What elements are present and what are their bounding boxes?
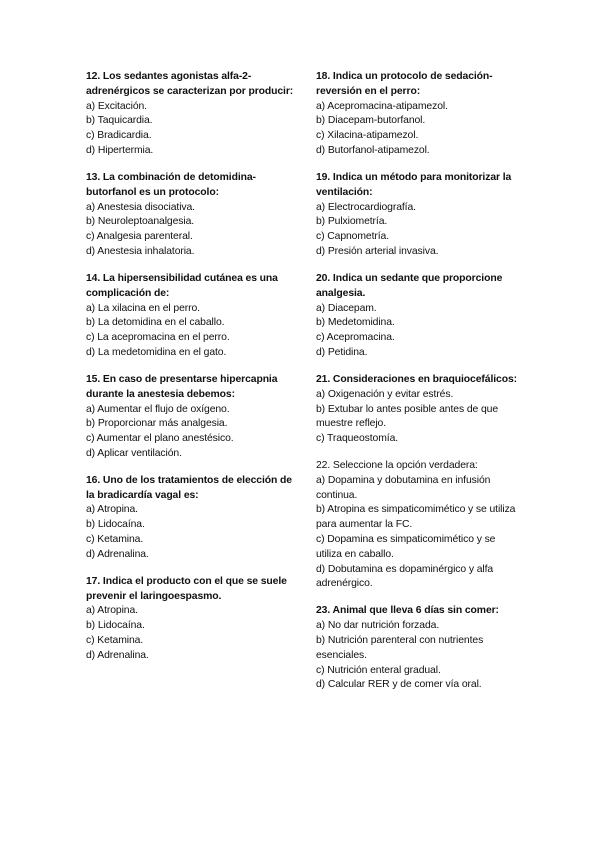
question-block: [86, 171, 294, 260]
answer-option: b) La detomidina en el caballo.: [86, 317, 225, 329]
answer-option: d) La medetomidina en el gato.: [86, 346, 227, 358]
answer-option: d) Adrenalina.: [86, 649, 149, 661]
question-block: [86, 575, 294, 664]
question-title: 18. Indica un protocolo de sedación-reversión en el perro:: [316, 71, 493, 97]
answer-option: c) Traqueostomía.: [316, 433, 399, 445]
answer-option: d) Calcular RER y de comer vía oral.: [316, 679, 482, 691]
answer-option: d) Hipertermia.: [86, 144, 154, 156]
answer-option: b) Diacepam-butorfanol.: [316, 115, 426, 127]
answer-option: a) Electrocardiografía.: [316, 201, 416, 213]
answer-option: c) Dopamina es simpaticomimético y se utiliza en caballo.: [316, 534, 496, 560]
answer-option: b) Lidocaína.: [86, 519, 145, 531]
answer-option: c) Capnometría.: [316, 231, 389, 243]
answer-option: a) Aumentar el flujo de oxígeno.: [86, 403, 230, 415]
answer-option: c) Xilacina-atipamezol.: [316, 130, 419, 142]
answer-option: b) Nutrición parenteral con nutrientes esenciales.: [316, 635, 484, 661]
answer-option: c) Bradicardia.: [86, 130, 152, 142]
question-title: 23. Animal que lleva 6 días sin comer:: [316, 605, 499, 617]
answer-option: d) Dobutamina es dopaminérgico y alfa adrenérgico.: [316, 563, 494, 590]
answer-option: d) Adrenalina.: [86, 548, 149, 560]
answer-option: d) Anestesia inhalatoria.: [86, 245, 195, 257]
answer-option: b) Lidocaína.: [86, 620, 145, 632]
answer-option: b) Neuroleptoanalgesia.: [86, 216, 195, 228]
answer-option: b) Pulxiometría.: [316, 216, 388, 228]
answer-option: c) Ketamina.: [86, 534, 144, 546]
answer-option: c) Nutrición enteral gradual.: [316, 664, 441, 676]
answer-option: a) Atropina.: [86, 605, 138, 617]
question-title: 14. La hipersensibilidad cutánea es una complicación de:: [86, 272, 278, 299]
answer-option: a) Dopamina y dobutamina en infusión continua.: [316, 474, 491, 501]
answer-option: b) Taquicardia.: [86, 115, 153, 127]
answer-option: d) Petidina.: [316, 346, 368, 358]
question-title: 21. Consideraciones en braquiocefálicos:: [316, 373, 517, 385]
question-block: [316, 70, 522, 159]
answer-option: a) Excitación.: [86, 100, 147, 112]
answer-option: c) Analgesia parenteral.: [86, 231, 193, 243]
answer-option: b) Extubar lo antes posible antes de que muestre reflejo.: [316, 403, 499, 430]
answer-option: c) Aumentar el plano anestésico.: [86, 433, 234, 445]
question-title: 12. Los sedantes agonistas alfa-2-adrenérgicos se caracterizan por producir:: [86, 71, 294, 97]
question-block: [86, 70, 294, 159]
question-block: [86, 474, 294, 563]
answer-option: a) No dar nutrición forzada.: [316, 620, 440, 632]
answer-option: b) Proporcionar más analgesia.: [86, 418, 228, 430]
answer-option: c) Acepromacina.: [316, 332, 395, 344]
answer-option: a) La xilacina en el perro.: [86, 302, 200, 314]
answer-option: d) Presión arterial invasiva.: [316, 245, 439, 257]
question-title: 13. La combinación de detomidina-butorfanol es un protocolo:: [86, 171, 256, 198]
answer-option: a) Oxigenación y evitar estrés.: [316, 388, 454, 400]
answer-option: a) Diacepam.: [316, 302, 377, 314]
answer-option: c) Ketamina.: [86, 635, 144, 647]
answer-option: a) Atropina.: [86, 504, 138, 516]
question-title: 17. Indica el producto con el que se suele prevenir el laringoespasmo.: [86, 575, 287, 602]
answer-option: b) Medetomidina.: [316, 317, 395, 329]
question-title: 16. Uno de los tratamientos de elección de la bradicardía vagal es:: [86, 474, 292, 501]
question-block: [86, 373, 294, 462]
question-title: 22. Seleccione la opción verdadera:: [316, 460, 478, 472]
answer-option: b) Atropina es simpaticomimético y se utiliza para aumentar la FC.: [316, 504, 516, 531]
question-title: 19. Indica un método para monitorizar la ventilación:: [316, 171, 512, 198]
answer-option: d) Butorfanol-atipamezol.: [316, 144, 430, 156]
left-column: [86, 70, 294, 676]
answer-option: a) Acepromacina-atipamezol.: [316, 100, 448, 112]
right-column: [316, 70, 522, 705]
question-block: [316, 171, 522, 260]
question-block: [316, 604, 522, 693]
question-block: [316, 272, 522, 361]
question-title: 15. En caso de presentarse hipercapnia durante la anestesia debemos:: [86, 373, 278, 400]
answer-option: a) Anestesia disociativa.: [86, 201, 195, 213]
question-title: 20. Indica un sedante que proporcione analgesia.: [316, 272, 503, 299]
answer-option: c) La acepromacina en el perro.: [86, 332, 230, 344]
question-block: [86, 272, 294, 361]
question-block: [316, 459, 522, 592]
answer-option: d) Aplicar ventilación.: [86, 447, 182, 459]
question-block: [316, 373, 522, 447]
